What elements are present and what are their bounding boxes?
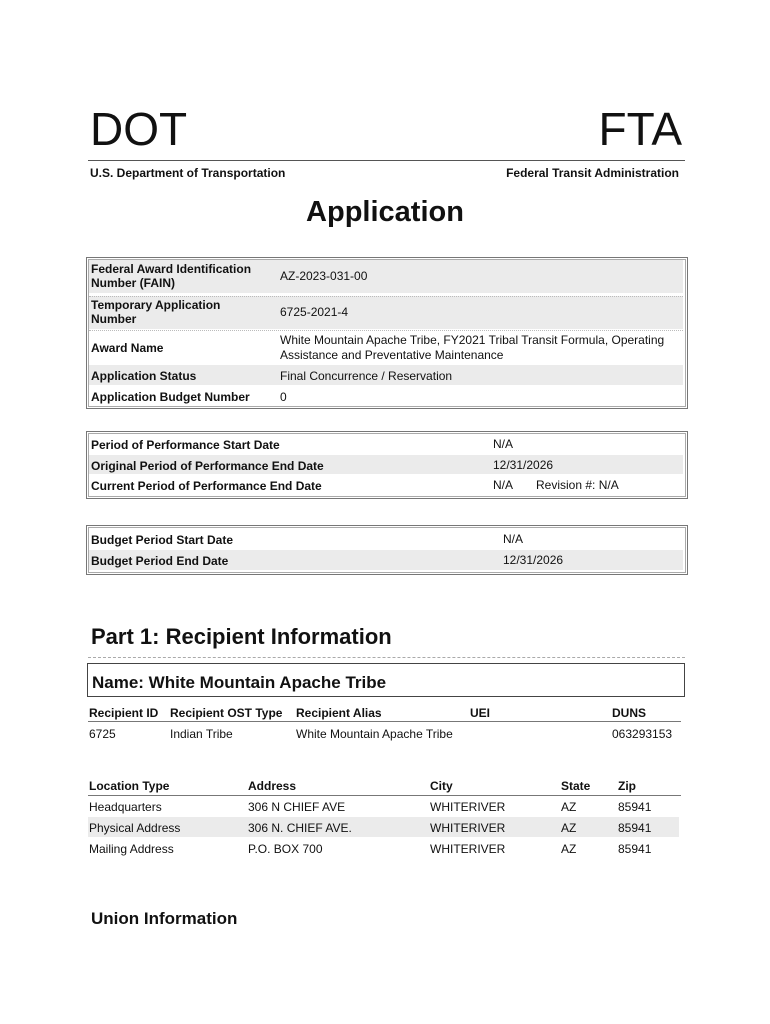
loc1-address: 306 N CHIEF AVE — [248, 800, 346, 814]
dot-title: DOT — [90, 103, 188, 155]
loc2-city: WHITERIVER — [430, 821, 506, 835]
part1-heading: Part 1: Recipient Information — [91, 624, 392, 649]
part1-divider — [88, 657, 685, 658]
loc3-city: WHITERIVER — [430, 842, 506, 856]
budget-number-value: 0 — [280, 390, 287, 404]
orig-end-label: Original Period of Performance End Date — [91, 459, 324, 473]
budget-number-label: Application Budget Number — [91, 390, 250, 404]
recipient-id-value: 6725 — [89, 727, 116, 741]
loc1-city: WHITERIVER — [430, 800, 506, 814]
recipient-type-value: Indian Tribe — [170, 727, 233, 741]
loc1-state: AZ — [561, 800, 577, 814]
loc1-type: Headquarters — [89, 800, 162, 814]
col-duns: DUNS — [612, 706, 647, 720]
loc2-zip: 85941 — [618, 821, 652, 835]
recipient-header-rule — [88, 721, 681, 722]
fta-subtitle: Federal Transit Administration — [506, 166, 679, 180]
award-name-label: Award Name — [91, 341, 164, 355]
loc2-state: AZ — [561, 821, 577, 835]
budget-start-value: N/A — [503, 532, 524, 546]
budget-start-label: Budget Period Start Date — [91, 533, 234, 547]
perf-start-value: N/A — [493, 437, 514, 451]
col-uei: UEI — [470, 706, 491, 720]
curr-end-label: Current Period of Performance End Date — [91, 479, 322, 493]
loc1-zip: 85941 — [618, 800, 652, 814]
col-location-type: Location Type — [89, 779, 170, 793]
temp-app-label: Temporary Application Number — [91, 298, 221, 326]
row-separator — [89, 330, 683, 331]
col-recipient-ost-type: Recipient OST Type — [170, 706, 283, 720]
col-recipient-id: Recipient ID — [89, 706, 159, 720]
loc3-type: Mailing Address — [89, 842, 174, 856]
col-address: Address — [248, 779, 297, 793]
col-state: State — [561, 779, 591, 793]
status-label: Application Status — [91, 369, 197, 383]
award-name-value: White Mountain Apache Tribe, FY2021 Tribal Transit Formula, Operating Assistance and Preventative Maintenance — [280, 333, 665, 362]
temp-app-value: 6725-2021-4 — [280, 305, 349, 319]
recipient-name: Name: White Mountain Apache Tribe — [92, 673, 387, 692]
loc3-address: P.O. BOX 700 — [248, 842, 323, 856]
loc2-type: Physical Address — [89, 821, 181, 835]
union-heading: Union Information — [91, 909, 238, 928]
loc3-zip: 85941 — [618, 842, 652, 856]
loc2-address: 306 N. CHIEF AVE. — [248, 821, 352, 835]
budget-end-label: Budget Period End Date — [91, 554, 229, 568]
fta-title: FTA — [598, 103, 682, 155]
col-city: City — [430, 779, 453, 793]
recipient-alias-value: White Mountain Apache Tribe — [296, 727, 453, 741]
orig-end-value: 12/31/2026 — [493, 458, 554, 472]
row-separator — [89, 296, 683, 297]
header-divider — [88, 160, 685, 161]
loc3-state: AZ — [561, 842, 577, 856]
fain-label: Federal Award Identification Number (FAIN) — [91, 262, 252, 290]
location-header-rule — [88, 795, 681, 796]
revision-number: Revision #: N/A — [536, 478, 619, 492]
budget-end-value: 12/31/2026 — [503, 553, 564, 567]
dot-subtitle: U.S. Department of Transportation — [90, 166, 286, 180]
col-recipient-alias: Recipient Alias — [296, 706, 382, 720]
recipient-duns-value: 063293153 — [612, 727, 673, 741]
status-value: Final Concurrence / Reservation — [280, 369, 453, 383]
curr-end-value: N/A — [493, 478, 514, 492]
col-zip: Zip — [618, 779, 636, 793]
perf-start-label: Period of Performance Start Date — [91, 438, 280, 452]
document-title: Application — [306, 196, 464, 228]
fain-value: AZ-2023-031-00 — [280, 269, 368, 283]
